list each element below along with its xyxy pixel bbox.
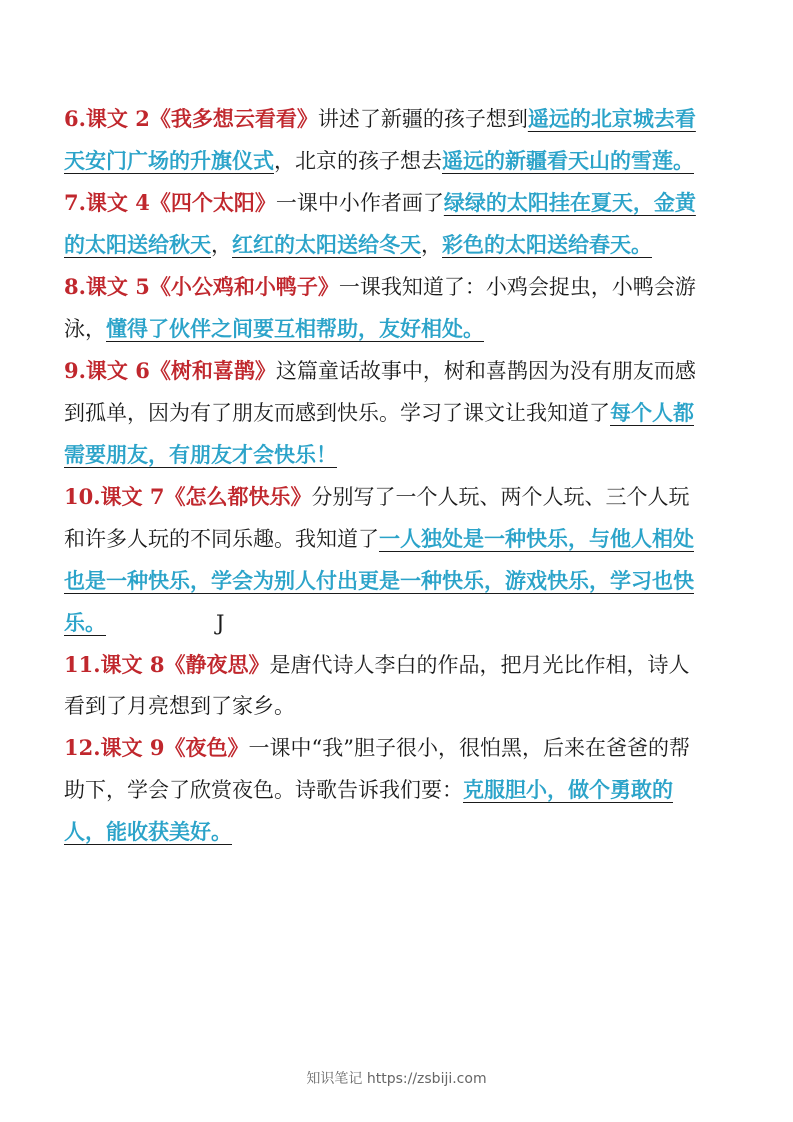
item-12 bbox=[64, 727, 710, 853]
item-11 bbox=[64, 644, 710, 727]
item-lead: 10.课文 7《怎么都快乐》 bbox=[64, 484, 312, 509]
item-lead: 11.课文 8《静夜思》 bbox=[64, 652, 270, 677]
item-text: 分别写了一个人玩、两个人玩、三个人玩和许多人玩的不同乐趣。我知道了 bbox=[64, 485, 690, 551]
answer-text: 懂得了伙伴之间要互相帮助，友好相处。 bbox=[106, 316, 484, 341]
item-lead: 12.课文 9《夜色》 bbox=[64, 735, 249, 760]
item-text: 讲述了新疆的孩子想到 bbox=[317, 107, 528, 131]
item-8 bbox=[64, 266, 710, 350]
item-text: ，北京的孩子想去 bbox=[274, 149, 442, 173]
item-text: 一课我知道了：小鸡会捉虫，小鸭会游泳， bbox=[64, 275, 696, 341]
item-lead: 8.课文 5《小公鸡和小鸭子》 bbox=[64, 274, 339, 299]
item-10 bbox=[64, 476, 710, 644]
item-9 bbox=[64, 350, 710, 476]
item-text: 这篇童话故事中，树和喜鹊因为没有朋友而感到孤单，因为有了朋友而感到快乐。学习了课文让我知道了 bbox=[64, 359, 696, 425]
answer-text: 遥远的新疆看天山的雪莲。 bbox=[442, 148, 694, 173]
item-text: 一课中“我”胆子很小，很怕黑，后来在爸爸的帮助下，学会了欣赏夜色。诗歌告诉我们要： bbox=[64, 736, 690, 802]
item-7 bbox=[64, 182, 710, 266]
item-lead: 9.课文 6《树和喜鹊》 bbox=[64, 358, 276, 383]
answer-text: 彩色的太阳送给春天。 bbox=[442, 232, 652, 257]
item-lead: 6.课文 2《我多想云看看》 bbox=[64, 106, 318, 131]
stray-mark: J bbox=[216, 611, 225, 635]
answer-text: 每个人都需要朋友，有朋友才会快乐！ bbox=[64, 400, 694, 467]
answer-text: 绿绿的太阳挂在夏天，金黄的太阳送给秋天 bbox=[64, 190, 696, 257]
answer-text: 克服胆小，做个勇敢的人，能收获美好。 bbox=[64, 777, 673, 844]
item-6 bbox=[64, 98, 710, 182]
item-text: ， bbox=[211, 233, 232, 257]
page-footer: 知识笔记 https://zsbiji.com bbox=[306, 1071, 487, 1087]
item-text: ， bbox=[421, 233, 442, 257]
document-body bbox=[64, 98, 710, 853]
answer-text: 遥远的北京城去看天安门广场的升旗仪式 bbox=[64, 106, 696, 173]
answer-text: 红红的太阳送给冬天 bbox=[232, 232, 421, 257]
item-text: 一课中小作者画了 bbox=[275, 191, 444, 215]
item-text: 是唐代诗人李白的作品，把月光比作相，诗人看到了月亮想到了家乡。 bbox=[64, 653, 690, 718]
item-lead: 7.课文 4《四个太阳》 bbox=[64, 190, 276, 215]
answer-text: 一人独处是一种快乐，与他人相处也是一种快乐，学会为别人付出更是一种快乐，游戏快乐，学习也快乐。 bbox=[64, 526, 694, 635]
